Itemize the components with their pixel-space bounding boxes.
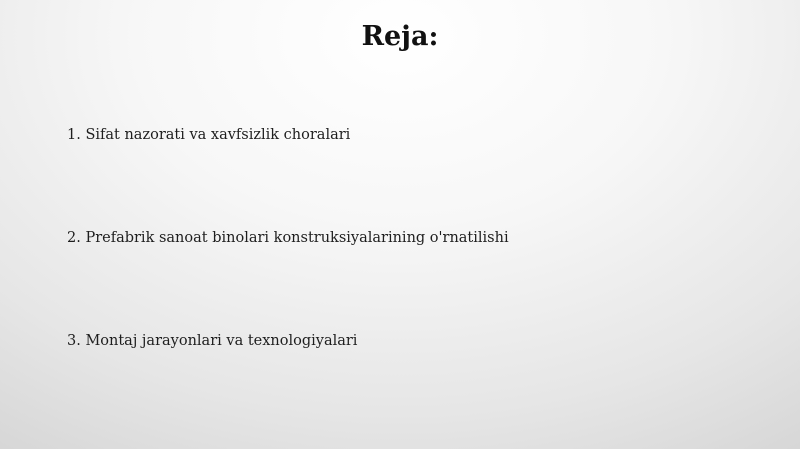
slide-title: Reja: [361,21,439,52]
agenda-item: 2. Prefabrik sanoat binolari konstruksiyalarining o'rnatilishi [67,230,509,246]
agenda-item: 3. Montaj jarayonlari va texnologiyalari [67,333,358,349]
agenda-item: 1. Sifat nazorati va xavfsizlik choralari [67,127,351,143]
